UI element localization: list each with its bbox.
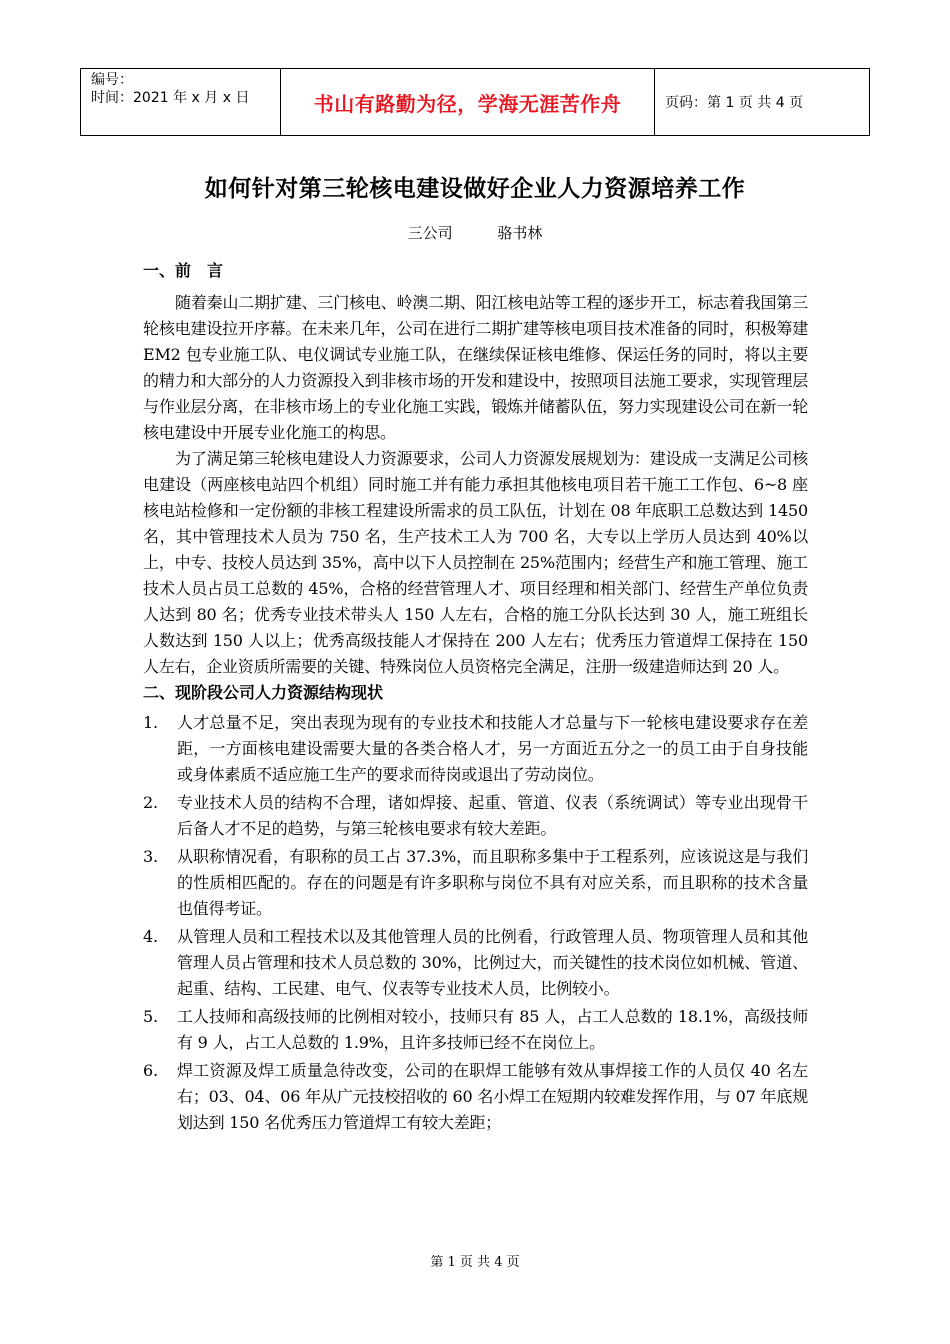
author-name: 骆书林 (497, 224, 543, 242)
doc-time: 时间：2021 年 x 月 x 日 (91, 90, 250, 106)
page-footer: 第 1 页 共 4 页 (430, 1255, 520, 1270)
list-item (143, 790, 808, 842)
list-number: 6. (143, 1061, 158, 1080)
paragraph: 随着秦山二期扩建、三门核电、岭澳二期、阳江核电站等工程的逐步开工，标志着我国第三轮核电建设拉开序幕。在未来几年，公司在进行二期扩建等核电项目技术准备的同时，积极筹建 EM2 包专业施工队、电仪调试专业施工队，在继续保证核电维修、保运任务的同时，将以主要的精力和大部分的人力资源投入到非核市场的开发和建设中，按照项目法施工要求，实现管理层与作业层分离，在非核市场上的专业化施工实践，锻炼并储蓄队伍，努力实现建设公司在新一轮核电建设中开展专业化施工的构思。 (143, 293, 808, 442)
list-number: 5. (143, 1007, 158, 1026)
document-title: 如何针对第三轮核电建设做好企业人力资源培养工作 (204, 176, 746, 202)
list-text: 工人技师和高级技师的比例相对较小，技师只有 85 人，占工人总数的 18.1%，高级技师有 9 人，占工人总数的 1.9%，且许多技师已经不在岗位上。 (177, 1007, 808, 1052)
list-item (143, 1058, 808, 1136)
list-text: 焊工资源及焊工质量急待改变，公司的在职焊工能够有效从事焊接工作的人员仅 40 名左右；03、04、06 年从广元技校招收的 60 名小焊工在短期内较难发挥作用，与 07 年底规划达到 150 名优秀压力管道焊工有较大差距； (177, 1061, 808, 1132)
section-heading-2: 二、现阶段公司人力资源结构现状 (143, 683, 384, 702)
author-org: 三公司 (407, 224, 453, 242)
status-list (143, 710, 808, 1136)
doc-number: 编号： (91, 72, 133, 88)
list-text: 人才总量不足，突出表现为现有的专业技术和技能人才总量与下一轮核电建设要求存在差距，一方面核电建设需要大量的各类合格人才，另一方面近五分之一的员工由于自身技能或身体素质不适应施工生产的要求而待岗或退出了劳动岗位。 (177, 713, 808, 784)
list-number: 3. (143, 847, 158, 866)
document-body (143, 258, 808, 1138)
list-text: 从管理人员和工程技术以及其他管理人员的比例看，行政管理人员、物项管理人员和其他管理人员占管理和技术人员总数的 30%，比例过大，而关键性的技术岗位如机械、管道、起重、结构、工民建、电气、仪表等专业技术人员，比例较小。 (177, 927, 808, 998)
list-text: 专业技术人员的结构不合理，诸如焊接、起重、管道、仪表（系统调试）等专业出现骨干后备人才不足的趋势，与第三轮核电要求有较大差距。 (177, 793, 808, 838)
list-item (143, 1004, 808, 1056)
section-heading-1: 一、前 言 (143, 261, 224, 280)
paragraph: 为了满足第三轮核电建设人力资源要求，公司人力资源发展规划为：建设成一支满足公司核电建设（两座核电站四个机组）同时施工并有能力承担其他核电项目若干施工工作包、6~8 座核电站检修和一定份额的非核工程建设所需求的员工队伍，计划在 08 年底职工总数达到 1450 名，其中管理技术人员为 750 名，生产技术工人为 700 名，大专以上学历人员达到 40%以上，中专、技校人员达到 35%，高中以下人员控制在 25%范围内；经营生产和施工管理、施工技术人员占员工总数的 45%，合格的经营管理人才、项目经理和相关部门、经营生产单位负责人达到 80 名；优秀专业技术带头人 150 人左右，合格的施工分队长达到 30 人，施工班组长人数达到 150 人以上；优秀高级技能人才保持在 200 人左右；优秀压力管道焊工保持在 150 人左右，企业资质所需要的关键、特殊岗位人员资格完全满足，注册一级建造师达到 20 人。 (143, 449, 808, 676)
list-number: 1. (143, 713, 158, 732)
list-item (143, 710, 808, 788)
list-number: 2. (143, 793, 158, 812)
header-page-info: 页码：第 1 页 共 4 页 (665, 95, 804, 111)
list-item (143, 844, 808, 922)
author-line (0, 222, 950, 243)
header-meta (81, 69, 281, 135)
list-number: 4. (143, 927, 158, 946)
list-item (143, 924, 808, 1002)
list-text: 从职称情况看，有职称的员工占 37.3%，而且职称多集中于工程系列，应该说这是与我们的性质相匹配的。存在的问题是有许多职称与岗位不具有对应关系，而且职称的技术含量也值得考证。 (177, 847, 808, 918)
header-motto: 书山有路勤为径，学海无涯苦作舟 (281, 69, 655, 135)
header-table (80, 68, 870, 136)
